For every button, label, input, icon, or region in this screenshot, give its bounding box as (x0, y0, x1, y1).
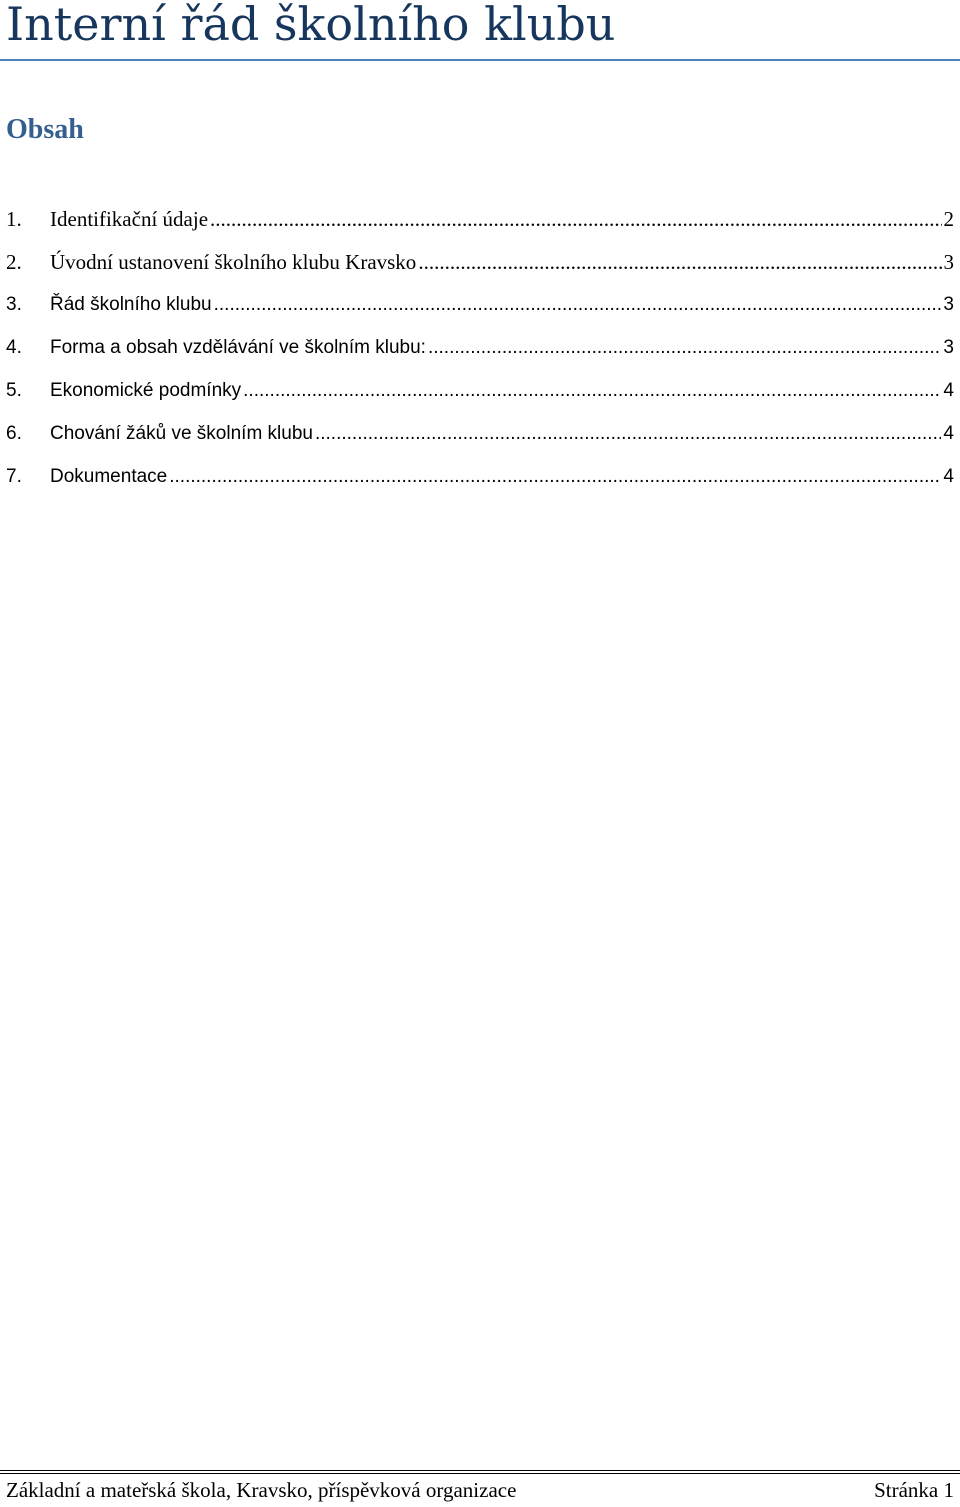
toc-entry-dokumentace[interactable] (6, 462, 954, 505)
toc-dot-leader (169, 462, 941, 492)
document-title: Interní řád školního klubu (6, 0, 616, 51)
toc-entry-page: 2 (943, 207, 954, 231)
toc-entry-label: Chování žáků ve školním klubu (50, 423, 313, 444)
toc-entry-ekonomicke-podminky[interactable] (6, 376, 954, 419)
toc-entry-label: Dokumentace (50, 466, 168, 487)
toc-entry-chovani-zaku[interactable] (6, 419, 954, 462)
footer-rule (0, 1470, 960, 1474)
toc-dot-leader (243, 376, 941, 406)
toc-entry-number: 5. (6, 380, 22, 401)
toc-entry-label: Ekonomické podmínky (50, 380, 242, 401)
toc-dot-leader (214, 290, 942, 320)
toc-entry-label: Identifikační údaje (50, 207, 209, 231)
toc-dot-leader (418, 247, 941, 277)
toc-entry-page: 3 (943, 250, 954, 274)
toc-entry-page: 4 (943, 466, 954, 487)
toc-entry-number: 6. (6, 423, 22, 444)
footer-page-number: Stránka 1 (874, 1478, 954, 1502)
toc-entry-page: 4 (943, 423, 954, 444)
toc-entry-rad-skolniho-klubu[interactable] (6, 290, 954, 333)
toc-entry-label: Úvodní ustanovení školního klubu Kravsko (50, 250, 417, 274)
footer-organization: Základní a mateřská škola, Kravsko, příspěvková organizace (6, 1478, 517, 1502)
toc-entry-forma-a-obsah[interactable] (6, 333, 954, 376)
toc-dot-leader (428, 333, 941, 363)
table-of-contents (6, 204, 954, 505)
toc-entry-number: 1. (6, 207, 22, 231)
toc-entry-number: 7. (6, 466, 22, 487)
toc-dot-leader (315, 419, 941, 449)
toc-entry-number: 2. (6, 250, 22, 274)
toc-dot-leader (210, 204, 941, 234)
toc-entry-page: 4 (943, 380, 954, 401)
toc-entry-number: 4. (6, 337, 22, 358)
toc-entry-label: Řád školního klubu (50, 294, 212, 315)
toc-entry-identifikacni-udaje[interactable] (6, 204, 954, 247)
title-underline (0, 59, 960, 61)
toc-entry-page: 3 (943, 337, 954, 358)
toc-entry-label: Forma a obsah vzdělávání ve školním klubu: (50, 337, 426, 358)
page-footer (6, 1476, 954, 1504)
toc-entry-page: 3 (943, 294, 954, 315)
toc-entry-number: 3. (6, 294, 22, 315)
toc-heading: Obsah (6, 114, 84, 145)
toc-entry-uvodni-ustanoveni[interactable] (6, 247, 954, 290)
